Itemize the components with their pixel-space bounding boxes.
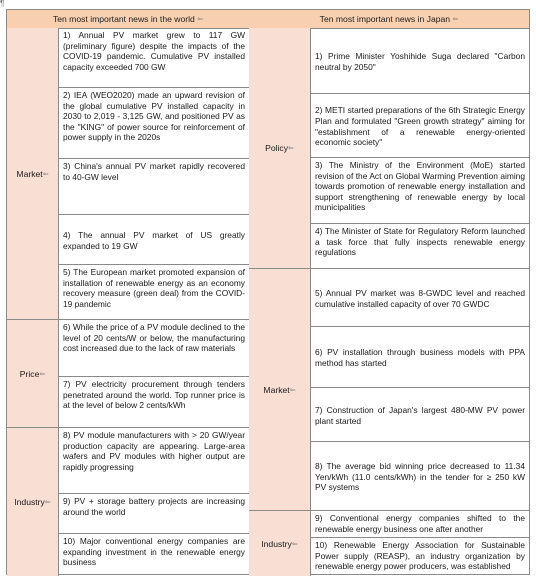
category-policy: Policy ⇐ xyxy=(249,28,311,269)
japan-news-item: 6) PV installation through business models with PPA method has started xyxy=(311,327,529,388)
world-news-item: 7) PV electricity procurement through tenders penetrated around the world. Top runner price is at the level of below 2 cents/kWh xyxy=(59,377,249,428)
world-column xyxy=(7,10,250,574)
japan-news-item: 10) Renewable Energy Association for Sustainable Power supply (REASP), an industry organization by renewable energy power producers, was established xyxy=(315,540,525,572)
world-news-item: 2) IEA (WEO2020) made an upward revision of the global cumulative PV installed capacity in 2030 to 2,019 - 3,125 GW, and positioned PV as the "KING" of power source for reinforcement of power supply in the 2020s xyxy=(59,88,249,159)
japan-news-item: 3) The Ministry of the Environment (MoE) started revision of the Act on Global Warming Prevention aiming towards promotion of renewable energy installation and support strengthening of renewable energy by local municipalities xyxy=(311,158,529,224)
category-market: Market ⇐ xyxy=(7,28,59,320)
japan-news-item: 1) Prime Minister Yoshihide Suga declared "Carbon neutral by 2050" xyxy=(311,28,529,94)
japan-news-item: 8) The average bid winning price decreased to 11.34 Yen/kWh (11.0 cents/kWh) in the tender for ≥ 250 kW PV systems xyxy=(311,442,529,511)
japan-news-item: 4) The Minister of State for Regulatory Reform launched a task force that fully inspects renewable energy regulations xyxy=(311,224,529,269)
japan-column xyxy=(249,10,529,574)
world-news-item: 5) The European market promoted expansion of installation of renewable energy as an economy recovery measure (green deal) from the COVID-19 pandemic xyxy=(59,265,249,320)
japan-news-item: 5) Annual PV market was 8-GWDC level and reached cumulative installed capacity of over 70 GWDC xyxy=(311,269,529,327)
world-news-item: 1) Annual PV market grew to 117 GW (preliminary figure) despite the impacts of the COVID-19 pandemic. Cumulative PV installed capacity exceeded 700 GW xyxy=(59,28,249,88)
category-industry: Industry ⇐ xyxy=(249,511,311,576)
world-news-item: 3) China's annual PV market rapidly recovered to 40-GW level xyxy=(59,159,249,215)
world-news-item: 4) The annual PV market of US greatly expanded to 19 GW xyxy=(59,215,249,265)
world-news-item: 6) While the price of a PV module declined to the level of 20 cents/W or below, the manufacturing cost increased due to the lack of raw materials xyxy=(59,320,249,377)
japan-news-item: 9) Conventional energy companies shifted to the renewable energy business one after another xyxy=(311,511,529,538)
world-header: Ten most important news in the world ⇐ xyxy=(7,10,249,29)
japan-header: Ten most important news in Japan ⇐ xyxy=(249,10,529,29)
category-price: Price ⇐ xyxy=(7,320,59,428)
paragraph-mark: ¶ xyxy=(0,0,5,8)
category-market: Market ⇐ xyxy=(249,269,311,511)
news-table xyxy=(6,9,530,575)
category-industry: Industry ⇐ xyxy=(7,428,59,576)
japan-news-item: 2) METI started preparations of the 6th Strategic Energy Plan and formulated "Green growth strategy" aiming for "establishment of a renewable energy-oriented economic society" xyxy=(311,94,529,158)
world-news-item: 9) PV + storage battery projects are increasing around the world xyxy=(59,494,249,534)
japan-news-item: 7) Construction of Japan's largest 480-MW PV power plant started xyxy=(311,388,529,442)
world-news-item: 8) PV module manufacturers with > 20 GW/year production capacity are appearing. Large-area wafers and PV modules with higher output are rapidly progressing xyxy=(59,428,249,494)
world-news-item: 10) Major conventional energy companies are expanding investment in the renewable energy business xyxy=(63,536,245,568)
